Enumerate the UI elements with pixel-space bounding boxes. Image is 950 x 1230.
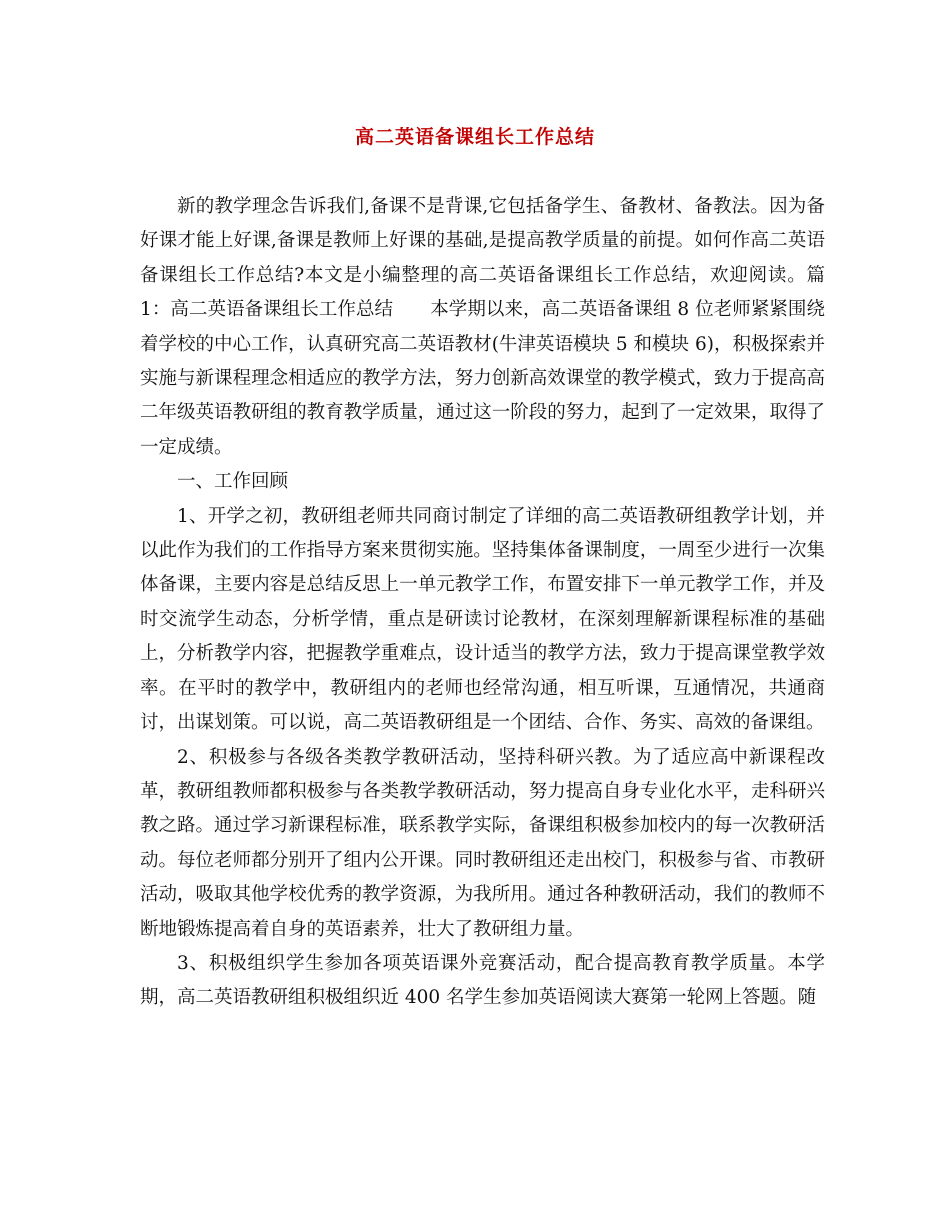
paragraph-intro: 新的教学理念告诉我们,备课不是背课,它包括备学生、备教材、备教法。因为备好课才能上好课,备课是教师上好课的基础,是提高教学质量的前提。如何作高二英语备课组长工作总结?本文是小编整理的高二英语备课组长工作总结，欢迎阅读。篇 1：高二英语备课组长工作总结 本学期以来，高二英语备课组 8 位老师紧紧围绕着学校的中心工作，认真研究高二英语教材(牛津英语模块 5 和模块 6)，积极探索并实施与新课程理念相适应的教学方法，努力创新高效课堂的教学模式，致力于提高高二年级英语教研组的教育教学质量，通过这一阶段的努力，起到了一定效果，取得了一定成绩。 (140, 196, 825, 458)
paragraph-item-2: 2、积极参与各级各类教学教研活动，坚持科研兴教。为了适应高中新课程改革，教研组教师都积极参与各类教学教研活动，努力提高自身专业化水平，走科研兴教之路。通过学习新课程标准，联系教学实际，备课组积极参加校内的每一次教研活动。每位老师都分别开了组内公开课。同时教研组还走出校门，积极参与省、市教研活动，吸取其他学校优秀的教学资源，为我所用。通过各种教研活动，我们的教师不断地锻炼提高着自身的英语素养，壮大了教研组力量。 (140, 746, 825, 940)
document-body (140, 190, 825, 1016)
document-title: 高二英语备课组长工作总结 (354, 126, 595, 148)
paragraph-item-1: 1、开学之初，教研组老师共同商讨制定了详细的高二英语教研组教学计划，并以此作为我们的工作指导方案来贯彻实施。坚持集体备课制度，一周至少进行一次集体备课，主要内容是总结反思上一单元教学工作，布置安排下一单元教学工作，并及时交流学生动态，分析学情，重点是研读讨论教材，在深刻理解新课程标准的基础上，分析教学内容，把握教学重难点，设计适当的教学方法，致力于提高课堂教学效率。在平时的教学中，教研组内的老师也经常沟通，相互听课，互通情况，共通商讨，出谋划策。可以说，高二英语教研组是一个团结、合作、务实、高效的备课组。 (140, 505, 825, 734)
section-heading-work-review: 一、工作回顾 (177, 471, 289, 493)
paragraph-item-3: 3、积极组织学生参加各项英语课外竞赛活动，配合提高教育教学质量。本学期，高二英语教研组积极组织近 400 名学生参加英语阅读大赛第一轮网上答题。随 (140, 952, 825, 1009)
